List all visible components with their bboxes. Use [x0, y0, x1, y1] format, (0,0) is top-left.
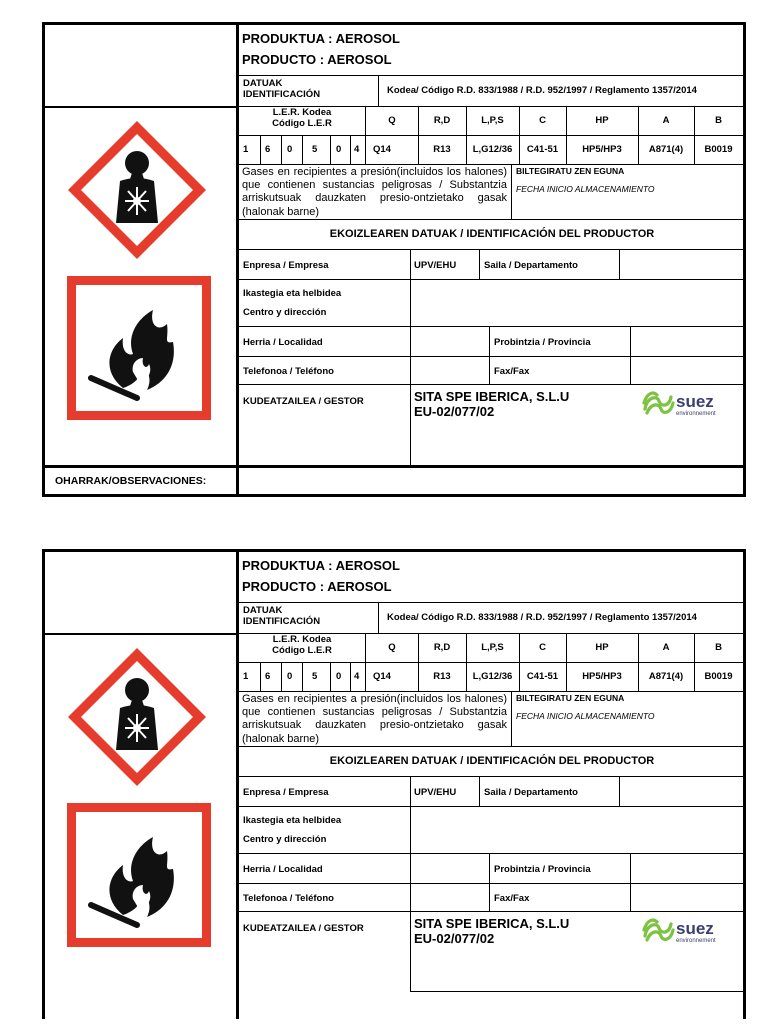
col-c: C	[539, 115, 546, 126]
ler-digit: 5	[312, 144, 318, 155]
val-lps: L,G12/36	[472, 671, 513, 682]
ler-digit: 4	[354, 144, 360, 155]
frame-top	[42, 549, 746, 552]
health-hazard-pictogram	[62, 115, 212, 265]
rule	[239, 806, 745, 807]
rule	[239, 883, 745, 884]
col-rd: R,D	[433, 642, 451, 653]
rule	[239, 746, 745, 747]
product-line-2: PRODUCTO : AEROSOL	[242, 52, 392, 67]
rule	[281, 663, 282, 691]
empresa-value: UPV/EHU	[414, 260, 457, 271]
col-a: A	[662, 642, 670, 653]
rule	[42, 465, 746, 468]
rule	[239, 776, 745, 777]
val-lps: L,G12/36	[472, 144, 513, 155]
val-c: C41-51	[526, 144, 559, 155]
rule	[302, 663, 303, 691]
ikastegia-label: Ikastegia eta helbidea	[243, 288, 342, 299]
rule	[239, 356, 745, 357]
biltegiratu-label: BILTEGIRATU ZEN EGUNA	[516, 693, 625, 703]
datuak-label: DATUAK	[243, 78, 283, 89]
logo-cell-divider	[42, 106, 239, 108]
code-header: Kodea/ Código R.D. 833/1988 / R.D. 952/1997 / Reglamento 1357/2014	[387, 612, 697, 623]
col-b: B	[715, 115, 722, 126]
codigo-ler-label: Código L.E.R	[272, 645, 332, 656]
ler-kodea-label: L.E.R. Kodea	[272, 107, 332, 118]
identificacion-label: IDENTIFICACIÓN	[243, 89, 321, 100]
col-b: B	[715, 642, 722, 653]
herria-label: Herria / Localidad	[243, 864, 323, 875]
ler-digit: 1	[243, 144, 249, 155]
rule	[260, 663, 261, 691]
rule	[239, 662, 745, 663]
rule	[239, 911, 745, 912]
rule	[350, 663, 351, 691]
centro-label: Centro y dirección	[243, 834, 327, 845]
frame-right	[743, 549, 746, 1019]
col-lps: L,P,S	[481, 115, 504, 126]
gestor-code: EU-02/077/02	[414, 404, 495, 419]
flame-icon	[63, 272, 215, 424]
producer-header: EKOIZLEAREN DATUAK / IDENTIFICACIÓN DEL PRODUCTOR	[329, 755, 655, 767]
gestor-label: KUDEATZAILEA / GESTOR	[243, 923, 364, 934]
rule	[479, 250, 480, 279]
frame-left	[42, 549, 45, 1019]
ler-digit: 6	[265, 671, 271, 682]
health-hazard-icon	[62, 115, 212, 265]
rule	[410, 991, 745, 992]
product-line-2: PRODUCTO : AEROSOL	[242, 579, 392, 594]
val-a: A871(4)	[648, 144, 684, 155]
frame-top	[42, 22, 746, 25]
rule	[239, 75, 745, 76]
rule	[378, 603, 379, 633]
rule	[302, 136, 303, 164]
observaciones-label: OHARRAK/OBSERVACIONES:	[55, 475, 207, 487]
rule	[511, 691, 512, 746]
product-line-1: PRODUKTUA : AEROSOL	[242, 558, 400, 573]
col-hp: HP	[595, 115, 609, 126]
code-header: Kodea/ Código R.D. 833/1988 / R.D. 952/1997 / Reglamento 1357/2014	[387, 85, 697, 96]
suez-subtitle: environnement	[676, 938, 716, 944]
suez-logo	[641, 916, 733, 946]
ler-digit: 0	[336, 144, 342, 155]
gestor-name: SITA SPE IBERICA, S.L.U	[414, 916, 570, 931]
val-c: C41-51	[526, 671, 559, 682]
frame-right	[743, 22, 746, 497]
suez-logo	[641, 389, 733, 419]
rule	[479, 777, 480, 806]
rule	[619, 777, 620, 806]
waste-label	[0, 0, 768, 487]
ler-digit: 6	[265, 144, 271, 155]
ler-digit: 4	[354, 671, 360, 682]
ler-digit: 0	[287, 144, 293, 155]
col-rd: R,D	[433, 115, 451, 126]
empresa-value: UPV/EHU	[414, 787, 457, 798]
saila-label: Saila / Departamento	[484, 787, 578, 798]
gestor-name: SITA SPE IBERICA, S.L.U	[414, 389, 570, 404]
fecha-inicio-label: FECHA INICIO ALMACENAMIENTO	[516, 184, 655, 194]
suez-logo-icon	[641, 389, 733, 419]
rule	[239, 602, 745, 603]
empresa-label: Enpresa / Empresa	[243, 260, 329, 271]
flammable-pictogram	[63, 272, 215, 424]
val-rd: R13	[433, 144, 451, 155]
codigo-ler-label: Código L.E.R	[272, 118, 332, 129]
ikastegia-label: Ikastegia eta helbidea	[243, 815, 342, 826]
val-b: B0019	[704, 144, 733, 155]
ler-digit: 5	[312, 671, 318, 682]
flammable-pictogram	[63, 799, 215, 951]
saila-label: Saila / Departamento	[484, 260, 578, 271]
probintzia-label: Probintzia / Provincia	[494, 337, 591, 348]
fax-label: Fax/Fax	[494, 366, 530, 377]
suez-subtitle: environnement	[676, 411, 716, 417]
telefonoa-label: Telefonoa / Teléfono	[243, 893, 334, 904]
product-description: Gases en recipientes a presión(incluidos los halones) que contienen sustancias peligrosas / Substantzia arriskutsuak dauzkaten presio-ontzietako gasak (halonak barne)	[242, 166, 507, 218]
col-a: A	[662, 115, 670, 126]
col-lps: L,P,S	[481, 642, 504, 653]
frame-divider	[236, 22, 239, 497]
val-hp: HP5/HP3	[582, 671, 622, 682]
rule	[239, 249, 745, 250]
centro-label: Centro y dirección	[243, 307, 327, 318]
rule	[239, 853, 745, 854]
rule	[330, 663, 331, 691]
rule	[239, 135, 745, 136]
ler-digit: 0	[287, 671, 293, 682]
rule	[42, 494, 746, 497]
gestor-code: EU-02/077/02	[414, 931, 495, 946]
rule	[619, 250, 620, 279]
product-line-1: PRODUKTUA : AEROSOL	[242, 31, 400, 46]
rule	[330, 136, 331, 164]
rule	[410, 777, 411, 992]
suez-wordmark: suez	[676, 392, 714, 411]
col-q: Q	[388, 115, 396, 126]
rule	[378, 76, 379, 106]
rule	[365, 633, 366, 691]
frame-divider	[236, 549, 239, 1019]
val-a: A871(4)	[648, 671, 684, 682]
fax-label: Fax/Fax	[494, 893, 530, 904]
ler-kodea-label: L.E.R. Kodea	[272, 634, 332, 645]
ler-digit: 1	[243, 671, 249, 682]
gestor-label: KUDEATZAILEA / GESTOR	[243, 396, 364, 407]
flame-icon	[63, 799, 215, 951]
empresa-label: Enpresa / Empresa	[243, 787, 329, 798]
rule	[511, 164, 512, 219]
val-hp: HP5/HP3	[582, 144, 622, 155]
identificacion-label: IDENTIFICACIÓN	[243, 616, 321, 627]
rule	[239, 384, 745, 385]
product-description: Gases en recipientes a presión(incluidos los halones) que contienen sustancias peligrosas / Substantzia arriskutsuak dauzkaten presio-ontzietako gasak (halonak barne)	[242, 693, 507, 745]
col-c: C	[539, 642, 546, 653]
rule	[239, 326, 745, 327]
val-q: Q14	[373, 144, 391, 155]
rule	[365, 106, 366, 164]
suez-logo-icon	[641, 916, 733, 946]
val-b: B0019	[704, 671, 733, 682]
probintzia-label: Probintzia / Provincia	[494, 864, 591, 875]
ler-digit: 0	[336, 671, 342, 682]
health-hazard-pictogram	[62, 642, 212, 792]
telefonoa-label: Telefonoa / Teléfono	[243, 366, 334, 377]
rule	[239, 691, 745, 692]
val-rd: R13	[433, 671, 451, 682]
col-hp: HP	[595, 642, 609, 653]
val-q: Q14	[373, 671, 391, 682]
rule	[350, 136, 351, 164]
rule	[239, 219, 745, 220]
waste-label	[0, 527, 768, 1007]
rule	[239, 279, 745, 280]
datuak-label: DATUAK	[243, 605, 283, 616]
rule	[239, 164, 745, 165]
herria-label: Herria / Localidad	[243, 337, 323, 348]
rule	[260, 136, 261, 164]
suez-wordmark: suez	[676, 919, 714, 938]
rule	[410, 250, 411, 465]
fecha-inicio-label: FECHA INICIO ALMACENAMIENTO	[516, 711, 655, 721]
health-hazard-icon	[62, 642, 212, 792]
col-q: Q	[388, 642, 396, 653]
rule	[281, 136, 282, 164]
producer-header: EKOIZLEAREN DATUAK / IDENTIFICACIÓN DEL PRODUCTOR	[329, 228, 655, 240]
biltegiratu-label: BILTEGIRATU ZEN EGUNA	[516, 166, 625, 176]
frame-left	[42, 22, 45, 497]
logo-cell-divider	[42, 633, 239, 635]
